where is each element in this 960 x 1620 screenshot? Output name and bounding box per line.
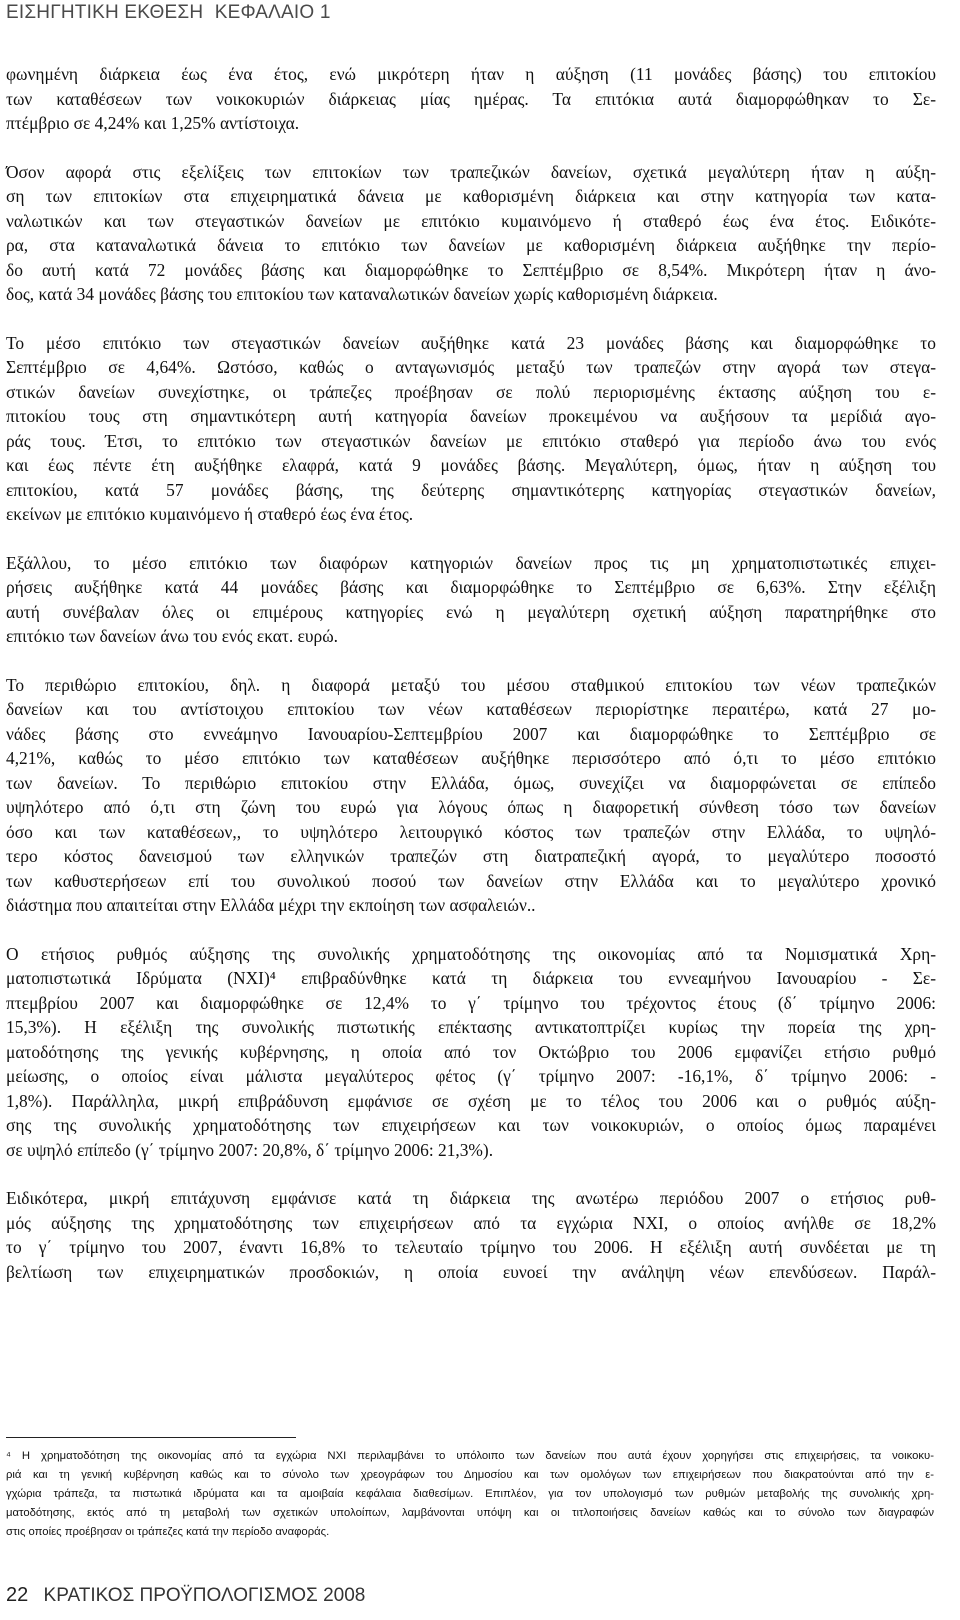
paragraph xyxy=(6,62,936,136)
text-line: Το περιθώριο επιτοκίου, δηλ. η διαφορά μεταξύ του μέσου σταθμικού επιτοκίου των νέων τραπεζικών xyxy=(6,674,936,695)
text-line: μός αύξησης της χρηματοδότησης των επιχειρήσεων από τα εγχώρια ΝΧΙ, ο οποίος ανήλθε σε 18,2% xyxy=(6,1212,936,1233)
running-header xyxy=(6,2,331,24)
text-line: και έως πέντε έτη αυξήθηκε ελαφρά, κατά 9 μονάδες βάσης. Μεγαλύτερη, όμως, ήταν η αύξηση του xyxy=(6,455,936,475)
text-line: Ειδικότερα, μικρή επιτάχυνση εμφάνισε κατά τη διάρκεια της ανωτέρω περιόδου 2007 ο ετήσιος ρυθ- xyxy=(6,1188,936,1208)
paragraph xyxy=(6,673,936,918)
text-line: όσο και των καταθέσεων,, το υψηλότερο λειτουργικό κόστος των τραπεζών στην Ελλάδα, το υψηλό- xyxy=(6,821,936,842)
paragraph xyxy=(6,331,936,527)
text-line: Σεπτέμβριο σε 4,64%. Ωστόσο, καθώς ο ανταγωνισμός μεταξύ των τραπεζών στην αγορά των στεγα- xyxy=(6,357,936,377)
text-line: των καταθέσεων των νοικοκυριών διάρκειας μίας ημέρας. Τα επιτόκια αυτά διαμορφώθηκαν το Σε- xyxy=(6,88,936,109)
text-line: ματοπιστωτικά Ιδρύματα (ΝΧΙ)⁴ επιβραδύνθηκε κατά τη διάρκεια του εννεαμήνου Ιανουαρίου - Σε- xyxy=(6,968,936,988)
footnote-line: ματοδότησης, εκτός από τη μεταβολή των σχετικών υπολοίπων, λαμβάνονται υπόψη και οι τιτλοποιήσεις δανείων καθώς και το σύνολο των διαγραφών xyxy=(6,1507,934,1519)
text-line: αυτή συνέβαλαν όλες οι επιμέρους κατηγορίες ενώ η μεγαλύτερη σχετική αύξηση παρατηρήθηκε στο xyxy=(6,601,936,622)
paragraph xyxy=(6,942,936,1163)
text-line: πιτοκίου τους στη σημαντικότερη αυτή κατηγορία δανείων προκειμένου να αυξήσουν τα μερίδιά αγο- xyxy=(6,406,936,426)
text-line: ναλωτικών και των στεγαστικών δανείων με επιτόκιο κυμαινόμενο ή σταθερό έως ένα έτος. Ειδικότε- xyxy=(6,210,936,231)
text-line: δος, κατά 34 μονάδες βάσης του επιτοκίου των καταναλωτικών δανείων χωρίς καθορισμένη διάρκεια. xyxy=(6,284,718,304)
footnote-line: ριά και τη γενική κυβέρνηση καθώς και το σύνολο των χρεογράφων του Δημοσίου και των ομολόγων των επιχειρήσεων που διακρατούνται από την ε- xyxy=(6,1469,934,1481)
text-line: τερο κόστος δανεισμού των ελληνικών τραπεζών στη διατραπεζική αγορά, το μεγαλύτερο ποσοστό xyxy=(6,846,936,866)
text-line: δανείων και του αντίστοιχου επιτοκίου των νέων καταθέσεων περιορίστηκε περαιτέρω, κατά 27 μο- xyxy=(6,699,936,719)
text-line: ρήσεις αυξήθηκε κατά 44 μονάδες βάσης και διαμορφώθηκε το Σεπτέμβριο σε 6,63%. Στην εξέλιξη xyxy=(6,577,936,597)
text-line: πτέμβριο σε 4,24% και 1,25% αντίστοιχα. xyxy=(6,113,300,133)
text-line: υψηλότερο από ό,τι στη ζώνη του ευρώ για λόγους όπως η διαφορετική σύνθεση τόσο των δανείων xyxy=(6,797,936,817)
text-line: επιτόκιο των δανείων άνω του ενός εκατ. ευρώ. xyxy=(6,626,338,646)
text-line: Όσον αφορά στις εξελίξεις των επιτοκίων των τραπεζικών δανείων, σχετικά μεγαλύτερη ήταν η αύξη- xyxy=(6,161,936,182)
text-line: μείωσης, ο οποίος είναι μάλιστα μεγαλύτερος φέτος (γ΄ τρίμηνο 2007: -16,1%, δ΄ τρίμηνο 2006: - xyxy=(6,1066,936,1086)
text-line: νάδες βάσης στο εννεάμηνο Ιανουαρίου-Σεπτεμβρίου 2007 και διαμορφώθηκε το Σεπτέμβριο σε xyxy=(6,723,936,744)
text-line: διάστημα που απαιτείται στην Ελλάδα μέχρι την εκποίηση των ασφαλειών.. xyxy=(6,895,536,915)
body-text xyxy=(6,62,936,1284)
footnote-line: γχώρια τράπεζα, τα πιστωτικά ιδρύματα και τα αμοιβαία κεφάλαια διαθεσίμων. Επιπλέον, για τον υπολογισμό των ρυθμών μεταβολής της συνολικής χρη- xyxy=(6,1488,934,1500)
header-chapter: ΚΕΦΑΛΑΙΟ 1 xyxy=(214,2,331,23)
footnote-line: στις οποίες προέβησαν οι τράπεζες κατά την περίοδο αναφοράς. xyxy=(6,1526,330,1538)
paragraph xyxy=(6,160,936,307)
text-line: στικών δανείων συνεχίστηκε, οι τράπεζες προέβησαν σε πολύ περιορισμένης έκτασης αύξηση του ε- xyxy=(6,381,936,402)
text-line: σε υψηλό επίπεδο (γ΄ τρίμηνο 2007: 20,8%, δ΄ τρίμηνο 2006: 21,3%). xyxy=(6,1139,494,1160)
header-title: ΕΙΣΗΓΗΤΙΚΗ ΕΚΘΕΣΗ xyxy=(6,2,204,23)
footer-title: ΚΡΑΤΙΚΟΣ ΠΡΟΫΠΟΛΟΓΙΣΜΟΣ 2008 xyxy=(43,1585,366,1606)
text-line: ματοδότησης της γενικής κυβέρνησης, η οποία από τον Οκτώβριο του 2006 εμφανίζει ετήσιο ρυθμό xyxy=(6,1041,936,1062)
text-line: το γ΄ τρίμηνο του 2007, έναντι 16,8% το τελευταίο τρίμηνο του 2006. Η εξέλιξη αυτή συνδέεται με τη xyxy=(6,1237,936,1257)
text-line: ση των επιτοκίων στα επιχειρηματικά δάνεια με καθορισμένη διάρκεια και στην κατηγορία των κατα- xyxy=(6,186,936,206)
text-line: ράς τους. Έτσι, το επιτόκιο των στεγαστικών δανείων με επιτόκιο σταθερό για περίοδο άνω του ενός xyxy=(6,430,936,451)
text-line: Το μέσο επιτόκιο των στεγαστικών δανείων αυξήθηκε κατά 23 μονάδες βάσης και διαμορφώθηκε το xyxy=(6,332,936,353)
text-line: επιτοκίου, κατά 57 μονάδες βάσης, της δεύτερης σημαντικότερης κατηγορίας στεγαστικών δανείων, xyxy=(6,479,936,500)
text-line: 1,8%). Παράλληλα, μικρή επιβράδυνση εμφάνισε σε σχέση με το τέλος του 2006 και ο ρυθμός αύξη- xyxy=(6,1090,936,1111)
text-line: βελτίωση των επιχειρηματικών προσδοκιών, η οποία ευνοεί την ανάληψη νέων επενδύσεων. Παράλ- xyxy=(6,1261,936,1282)
text-line: Εξάλλου, το μέσο επιτόκιο των διαφόρων κατηγοριών δανείων προς τις μη χρηματοπιστωτικές επιχει- xyxy=(6,552,936,573)
text-line: 15,3%). Η εξέλιξη της συνολικής πιστωτικής επέκτασης αντικατοπτρίζει κυρίως την πορεία της χρη- xyxy=(6,1017,936,1037)
paragraph xyxy=(6,551,936,649)
text-line: Ο ετήσιος ρυθμός αύξησης της συνολικής χρηματοδότησης της οικονομίας από τα Νομισματικά Χρη- xyxy=(6,943,936,964)
paragraph xyxy=(6,1186,936,1284)
footnote-divider xyxy=(6,1437,296,1438)
text-line: ρα, στα καταναλωτικά δάνεια το επιτόκιο των δανείων με καθορισμένη διάρκεια αυξήθηκε την περίο- xyxy=(6,235,936,255)
page-footer xyxy=(6,1584,365,1607)
text-line: εκείνων με επιτόκιο κυμαινόμενο ή σταθερό έως ένα έτος. xyxy=(6,504,414,524)
text-line: φωνημένη διάρκεια έως ένα έτος, ενώ μικρότερη ήταν η αύξηση (11 μονάδες βάσης) του επιτοκίου xyxy=(6,64,936,84)
footnote xyxy=(6,1447,934,1542)
page-number: 22 xyxy=(6,1584,29,1606)
text-line: των δανείων. Το περιθώριο επιτοκίου στην Ελλάδα, όμως, συνεχίζει να διαμορφώνεται σε επίπεδο xyxy=(6,772,936,793)
text-line: σης της συνολικής χρηματοδότησης των επιχειρήσεων και των νοικοκυριών, ο οποίος όμως παραμένει xyxy=(6,1115,936,1135)
text-line: δο αυτή κατά 72 μονάδες βάσης και διαμορφώθηκε το Σεπτέμβριο σε 8,54%. Μικρότερη ήταν η άνο- xyxy=(6,259,936,280)
text-line: 4,21%, καθώς το μέσο επιτόκιο των καταθέσεων αυξήθηκε περισσότερο από ό,τι το μέσο επιτόκιο xyxy=(6,748,936,768)
text-line: των καθυστερήσεων επί του συνολικού ποσού των δανείων στην Ελλάδα και το μεγαλύτερο χρονικό xyxy=(6,870,936,891)
footnote-line: ⁴ Η χρηματοδότηση της οικονομίας από τα εγχώρια ΝΧΙ περιλαμβάνει το υπόλοιπο των δανείων που αυτά έχουν χορηγήσει στις επιχειρήσεις, τα νοικοκυ- xyxy=(6,1450,934,1462)
text-line: πτεμβρίου 2007 και διαμορφώθηκε σε 12,4% το γ΄ τρίμηνο του τρέχοντος έτους (δ΄ τρίμηνο 2006: xyxy=(6,992,936,1013)
